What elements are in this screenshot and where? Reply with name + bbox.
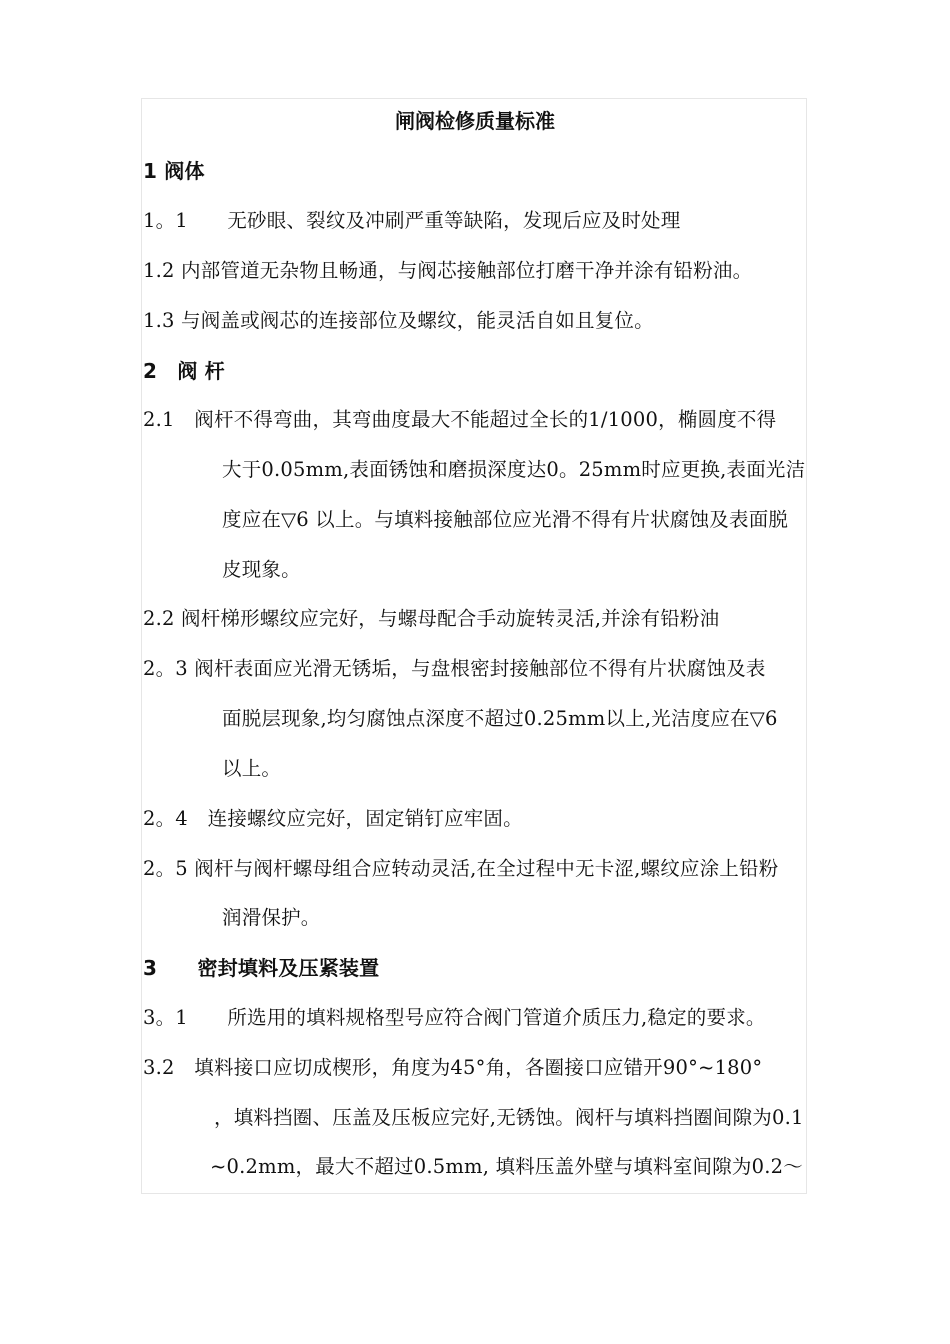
paragraph-2-4: 2。4 连接螺纹应完好，固定销钉应牢固。 bbox=[143, 807, 523, 830]
paragraph-2-3: 2。3 阀杆表面应光滑无锈垢，与盘根密封接触部位不得有片状腐蚀及表 bbox=[143, 657, 766, 680]
paragraph-2-2: 2.2 阀杆梯形螺纹应完好，与螺母配合手动旋转灵活,并涂有铅粉油 bbox=[143, 607, 720, 630]
paragraph-2-5: 2。5 阀杆与阀杆螺母组合应转动灵活,在全过程中无卡涩,螺纹应涂上铅粉 bbox=[143, 857, 779, 880]
paragraph-1-3: 1.3 与阀盖或阀芯的连接部位及螺纹，能灵活自如且复位。 bbox=[143, 309, 654, 332]
paragraph-2-3-cont-1: 面脱层现象,均匀腐蚀点深度不超过0.25mm以上,光洁度应在▽6 bbox=[222, 707, 778, 730]
document-title: 闸阀检修质量标准 bbox=[395, 109, 555, 133]
paragraph-1-1: 1。1 无砂眼、裂纹及冲刷严重等缺陷，发现后应及时处理 bbox=[143, 209, 681, 232]
paragraph-3-1: 3。1 所选用的填料规格型号应符合阀门管道介质压力,稳定的要求。 bbox=[143, 1006, 766, 1029]
paragraph-1-2: 1.2 内部管道无杂物且畅通，与阀芯接触部位打磨干净并涂有铅粉油。 bbox=[143, 259, 753, 282]
section-heading-valve-stem: 2 阀 杆 bbox=[143, 359, 225, 383]
section-heading-packing: 3 密封填料及压紧装置 bbox=[143, 956, 380, 980]
section-heading-valve-body: 1 阀体 bbox=[143, 159, 205, 183]
paragraph-2-1: 2.1 阀杆不得弯曲，其弯曲度最大不能超过全长的1/1000，椭圆度不得 bbox=[143, 408, 777, 431]
paragraph-2-1-cont-1: 大于0.05mm,表面锈蚀和磨损深度达0。25mm时应更换,表面光洁 bbox=[222, 458, 806, 481]
paragraph-2-5-cont-1: 润滑保护。 bbox=[222, 906, 321, 929]
paragraph-3-2: 3.2 填料接口应切成楔形，角度为45°角，各圈接口应错开90°~180° bbox=[143, 1056, 763, 1079]
paragraph-2-3-cont-2: 以上。 bbox=[222, 757, 282, 780]
paragraph-3-2-cont-1: ，填料挡圈、压盖及压板应完好,无锈蚀。阀杆与填料挡圈间隙为0.1 bbox=[214, 1106, 804, 1129]
paragraph-2-1-cont-2: 度应在▽6 以上。与填料接触部位应光滑不得有片状腐蚀及表面脱 bbox=[222, 508, 789, 531]
paragraph-2-1-cont-3: 皮现象。 bbox=[222, 558, 301, 581]
paragraph-3-2-cont-2: ~0.2mm，最大不超过0.5mm, 填料压盖外壁与填料室间隙为0.2～ bbox=[210, 1155, 803, 1178]
